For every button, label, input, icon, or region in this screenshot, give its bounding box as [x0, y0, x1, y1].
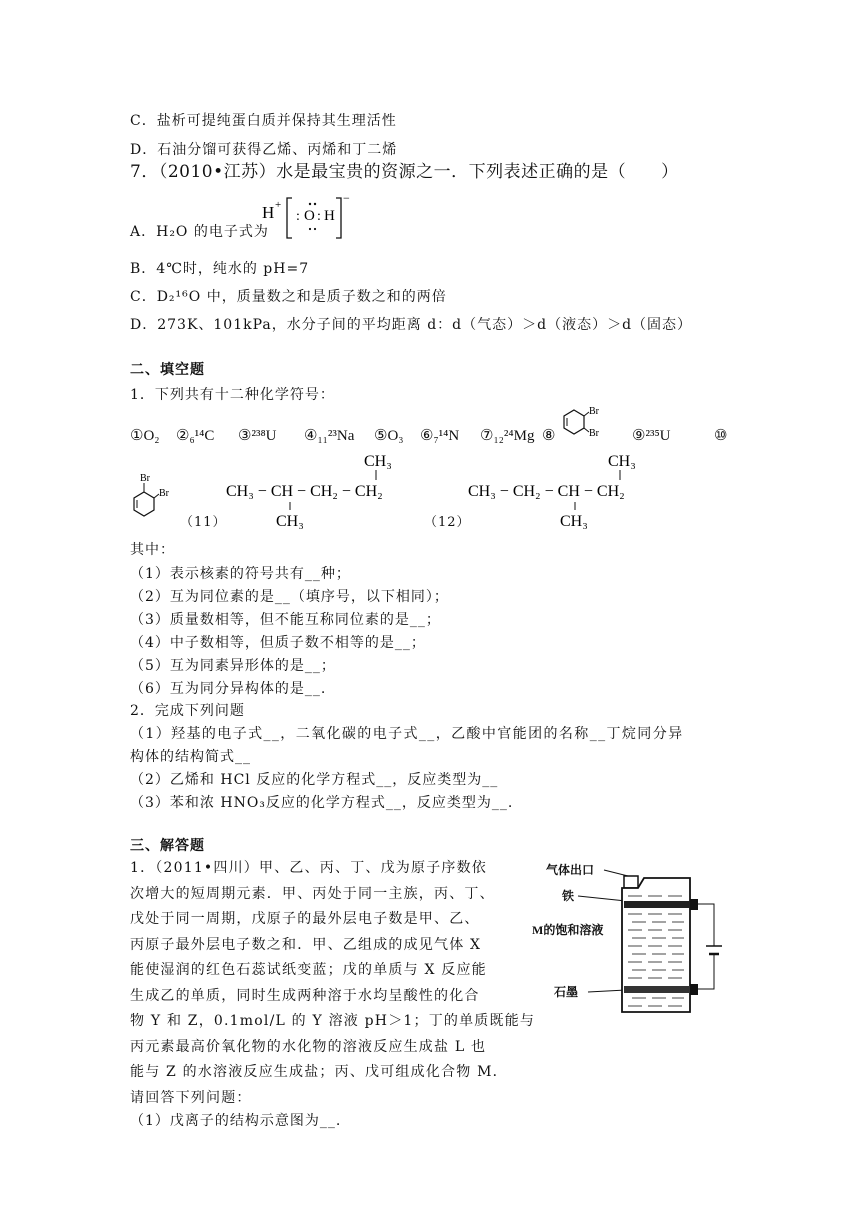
s2-among: 其中：: [130, 542, 175, 558]
s3-q1-line-3: 戊处于同一周期，戊原子的最外层电子数是甲、乙、: [130, 911, 480, 927]
dibromobenzene-structure-10: [128, 470, 176, 530]
bromine-label: Br: [159, 488, 169, 499]
s2-q1-sub1: （1）表示核素的符号共有__种；: [130, 566, 351, 582]
bromine-label: Br: [589, 428, 599, 439]
graphite-label: 石墨: [554, 985, 579, 999]
q7-option-a: A．H₂O 的电子式为: [130, 224, 269, 240]
symbol-3: ③²³⁸U: [238, 428, 277, 444]
water-electron-formula: [258, 190, 368, 246]
gas-outlet-label: 气体出口: [546, 863, 595, 877]
formula-oxygen: O: [304, 208, 315, 224]
section-heading-answer: 三、解答题: [130, 838, 205, 854]
formula-top-branch: CH₃: [608, 453, 636, 470]
formula-bottom-branch: CH₃: [276, 513, 304, 530]
s3-q1-sub1: （1）戊离子的结构示意图为__.: [130, 1113, 342, 1129]
symbol-4: ④₁₁²³Na: [304, 428, 355, 444]
s3-q1-line-10: 请回答下列问题：: [130, 1089, 252, 1106]
s2-q1-sub6: （6）互为同分异构体的是__.: [130, 681, 327, 697]
s3-q1-line-4: 丙原子最外层电子数之和．甲、乙组成的成见气体 X: [130, 936, 482, 953]
dibromobenzene-structure-8: [558, 400, 606, 450]
symbol-7: ⑦₁₂²⁴Mg: [480, 428, 535, 444]
formula-main-chain: CH₃ − CH − CH₂ − CH₂: [226, 483, 383, 500]
formula-main-chain: CH₃ − CH₂ − CH − CH₂: [468, 483, 625, 500]
s3-q1-line-5: 能使湿润的红色石蕊试纸变蓝；戊的单质与 X 反应能: [130, 962, 487, 978]
symbol-9: ⑨²³⁵U: [632, 428, 671, 444]
structural-formula-12: [468, 446, 658, 530]
symbol-2: ②₆¹⁴C: [176, 428, 215, 444]
s2-q1-sub4: （4）中子数相等，但质子数不相等的是__；: [130, 635, 426, 651]
formula-bottom-branch: CH₃: [560, 513, 588, 530]
q6-option-c: C．盐析可提纯蛋白质并保持其生理活性: [130, 113, 397, 129]
q6-option-d: D．石油分馏可获得乙烯、丙烯和丁二烯: [130, 142, 398, 158]
s2-q2-sub2: （2）乙烯和 HCl 反应的化学方程式__，反应类型为__: [130, 772, 499, 788]
formula-charge: −: [343, 191, 350, 205]
q7-option-c: C．D₂¹⁶O 中，质量数之和是质子数之和的两倍: [130, 289, 447, 305]
iron-label: 铁: [562, 889, 575, 903]
s2-q2-sub1a: （1）羟基的电子式__，二氧化碳的电子式__，乙酸中官能团的名称__丁烷同分异: [130, 726, 684, 742]
symbol-1: ①O₂: [130, 428, 160, 444]
bromine-label: Br: [589, 406, 599, 417]
chem-symbol-row: [130, 426, 730, 448]
q7-option-d: D．273K、101kPa，水分子间的平均距离 d：d（气态）＞d（液态）＞d（固态）: [130, 317, 693, 333]
s3-q1-line-7: 物 Y 和 Z，0.1mol/L 的 Y 溶液 pH＞1；丁的单质既能与: [130, 1013, 536, 1029]
s2-q2-stem: 2．完成下列问题: [130, 703, 245, 719]
formula-cation: H: [262, 203, 275, 222]
s2-q2-sub1b: 构体的结构简式__: [130, 749, 251, 765]
s2-q2-sub3: （3）苯和浓 HNO₃反应的化学方程式__，反应类型为__.: [130, 795, 514, 811]
s2-q1-stem: 1．下列共有十二种化学符号：: [130, 387, 335, 403]
s3-q1-line-9: 能与 Z 的水溶液反应生成盐；丙、戊可组成化合物 M．: [130, 1064, 508, 1080]
formula-hydrogen: H: [324, 208, 335, 224]
s3-q1-line-6: 生成乙的单质，同时生成两种溶于水均呈酸性的化合: [130, 987, 480, 1004]
s3-q1-line-2: 次增大的短周期元素．甲、丙处于同一主族，丙、丁、: [130, 885, 495, 902]
symbol-12-label: （12）: [424, 515, 471, 530]
q7-option-b: B．4℃时，纯水的 pH=7: [130, 261, 310, 277]
s2-q1-sub3: （3）质量数相等，但不能互称同位素的是__；: [130, 612, 441, 628]
symbol-5: ⑤O₃: [374, 428, 404, 444]
symbol-8: ⑧: [542, 428, 556, 444]
symbol-10: ⑩: [714, 428, 728, 444]
section-heading-fill-in: 二、填空题: [130, 362, 205, 378]
structural-formula-11: [226, 446, 416, 530]
electrolysis-apparatus-figure: [528, 856, 728, 1022]
bromine-label: Br: [140, 473, 150, 484]
symbol-11-label: （11）: [180, 515, 227, 530]
solution-label: M的饱和溶液: [532, 923, 604, 937]
s3-q1-line-8: 丙元素最高价氧化物的水化物的溶液反应生成盐 L 也: [130, 1038, 487, 1055]
formula-cation-charge: +: [275, 199, 282, 211]
symbol-6: ⑥₇¹⁴N: [420, 428, 460, 444]
s2-q1-sub2: （2）互为同位素的是__（填序号，以下相同）；: [130, 589, 449, 605]
svg-text::: :: [296, 209, 300, 224]
formula-top-branch: CH₃: [364, 453, 392, 470]
s3-q1-line-1: 1．（2011•四川）甲、乙、丙、丁、戊为原子序数依: [130, 860, 487, 876]
svg-text::: :: [317, 209, 321, 224]
q7-stem: 7．（2010•江苏）水是最宝贵的资源之一．下列表述正确的是（ ）: [130, 162, 679, 182]
s2-q1-sub5: （5）互为同素异形体的是__；: [130, 658, 336, 674]
